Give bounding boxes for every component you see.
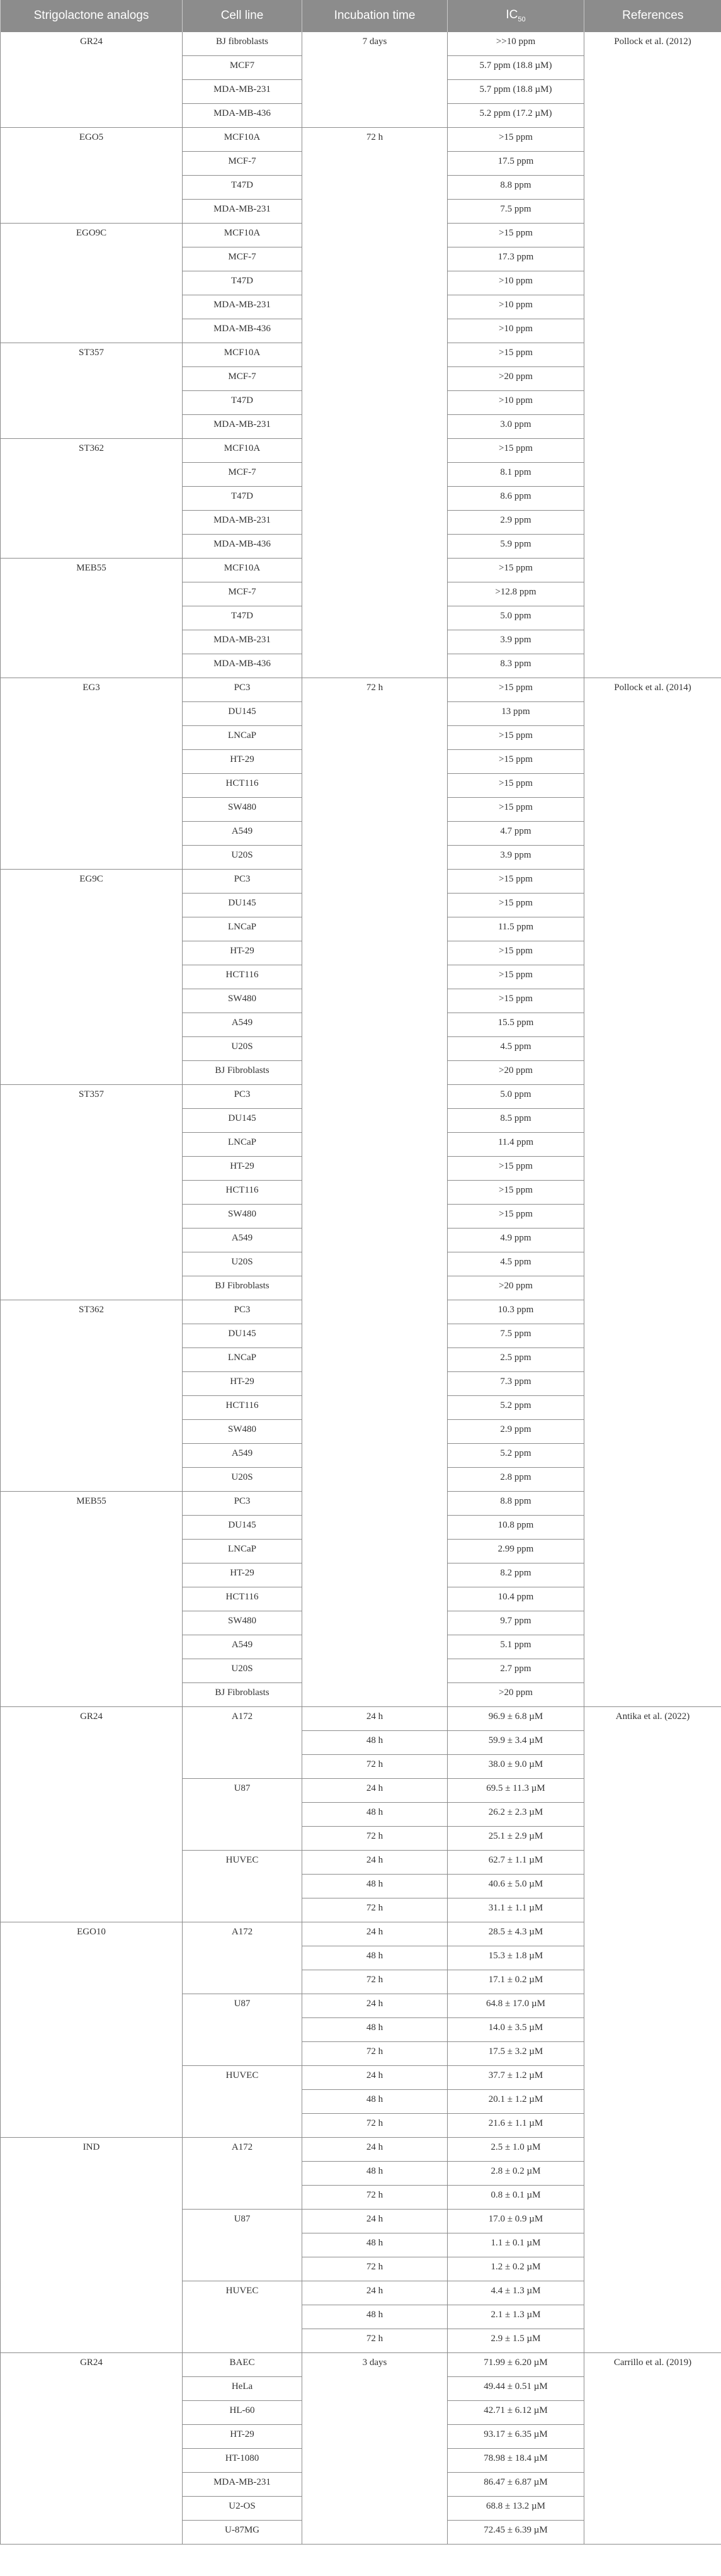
ic50-cell: 11.5 ppm [448, 917, 584, 941]
incubation-cell: 72 h [302, 1970, 448, 1994]
cell-line-cell: A549 [183, 822, 302, 846]
ic50-cell: 8.5 ppm [448, 1109, 584, 1133]
analog-cell: MEB55 [1, 1492, 183, 1707]
analog-cell: GR24 [1, 2353, 183, 2545]
incubation-cell: 72 h [302, 2042, 448, 2066]
cell-line-cell: U20S [183, 846, 302, 870]
cell-line-cell: HeLa [183, 2377, 302, 2401]
incubation-cell: 48 h [302, 1803, 448, 1827]
cell-line-cell: HT-1080 [183, 2449, 302, 2473]
cell-line-cell: U2-OS [183, 2497, 302, 2521]
ic50-cell: 13 ppm [448, 702, 584, 726]
ic50-cell: 4.5 ppm [448, 1037, 584, 1061]
cell-line-cell: U87 [183, 2210, 302, 2281]
cell-line-cell: HCT116 [183, 1396, 302, 1420]
ic50-cell: >15 ppm [448, 343, 584, 367]
ic50-cell: 8.2 ppm [448, 1563, 584, 1587]
cell-line-cell: DU145 [183, 702, 302, 726]
ic50-cell: 93.17 ± 6.35 µM [448, 2425, 584, 2449]
analog-cell: GR24 [1, 32, 183, 128]
ic50-cell: 5.2 ppm (17.2 µM) [448, 104, 584, 128]
ic50-cell: 5.7 ppm (18.8 µM) [448, 56, 584, 80]
ic50-cell: >10 ppm [448, 319, 584, 343]
cell-line-cell: U87 [183, 1994, 302, 2066]
ic50-cell: 1.1 ± 0.1 µM [448, 2233, 584, 2257]
ic50-cell: 2.9 ppm [448, 1420, 584, 1444]
cell-line-cell: MDA-MB-231 [183, 415, 302, 439]
cell-line-cell: U20S [183, 1468, 302, 1492]
header-incubation: Incubation time [302, 0, 448, 32]
ic50-cell: 5.2 ppm [448, 1444, 584, 1468]
cell-line-cell: T47D [183, 271, 302, 295]
cell-line-cell: MDA-MB-436 [183, 104, 302, 128]
ic50-cell: 7.5 ppm [448, 1324, 584, 1348]
cell-line-cell: SW480 [183, 1205, 302, 1228]
incubation-cell: 48 h [302, 1731, 448, 1755]
ic50-cell: 31.1 ± 1.1 µM [448, 1898, 584, 1922]
ic50-cell: 17.1 ± 0.2 µM [448, 1970, 584, 1994]
cell-line-cell: BJ Fibroblasts [183, 1683, 302, 1707]
analog-cell: EG3 [1, 678, 183, 870]
cell-line-cell: MDA-MB-231 [183, 200, 302, 224]
ic50-cell: 69.5 ± 11.3 µM [448, 1779, 584, 1803]
incubation-cell: 72 h [302, 2186, 448, 2210]
reference-cell: Pollock et al. (2012) [584, 32, 721, 678]
incubation-cell: 72 h [302, 678, 448, 1707]
ic50-cell: 38.0 ± 9.0 µM [448, 1755, 584, 1779]
cell-line-cell: T47D [183, 487, 302, 511]
ic50-cell: >10 ppm [448, 391, 584, 415]
ic50-cell: 8.1 ppm [448, 463, 584, 487]
cell-line-cell: A549 [183, 1013, 302, 1037]
incubation-cell: 24 h [302, 2281, 448, 2305]
incubation-cell: 3 days [302, 2353, 448, 2545]
ic50-cell: 2.9 ± 1.5 µM [448, 2329, 584, 2353]
ic50-cell: >>10 ppm [448, 32, 584, 56]
cell-line-cell: BAEC [183, 2353, 302, 2377]
cell-line-cell: U87 [183, 1779, 302, 1851]
ic50-cell: 15.5 ppm [448, 1013, 584, 1037]
ic50-cell: 62.7 ± 1.1 µM [448, 1851, 584, 1875]
header-references: References [584, 0, 721, 32]
incubation-cell: 24 h [302, 1994, 448, 2018]
incubation-cell: 72 h [302, 128, 448, 678]
cell-line-cell: MCF-7 [183, 582, 302, 606]
reference-cell: Pollock et al. (2014) [584, 678, 721, 1707]
ic50-cell: 72.45 ± 6.39 µM [448, 2521, 584, 2545]
cell-line-cell: LNCaP [183, 1348, 302, 1372]
cell-line-cell: T47D [183, 606, 302, 630]
incubation-cell: 24 h [302, 2210, 448, 2233]
cell-line-cell: MCF-7 [183, 463, 302, 487]
incubation-cell: 48 h [302, 2233, 448, 2257]
cell-line-cell: LNCaP [183, 917, 302, 941]
cell-line-cell: PC3 [183, 1300, 302, 1324]
cell-line-cell: A549 [183, 1444, 302, 1468]
cell-line-cell: MCF10A [183, 439, 302, 463]
cell-line-cell: HCT116 [183, 965, 302, 989]
table-row [1, 1707, 721, 1731]
ic50-cell: >15 ppm [448, 678, 584, 702]
analog-cell: ST362 [1, 439, 183, 559]
cell-line-cell: SW480 [183, 1420, 302, 1444]
ic50-cell: 8.8 ppm [448, 176, 584, 200]
ic50-cell: >15 ppm [448, 894, 584, 917]
cell-line-cell: HCT116 [183, 1181, 302, 1205]
incubation-cell: 24 h [302, 1851, 448, 1875]
cell-line-cell: SW480 [183, 989, 302, 1013]
ic50-cell: 17.5 ± 3.2 µM [448, 2042, 584, 2066]
ic50-cell: 4.7 ppm [448, 822, 584, 846]
incubation-cell: 72 h [302, 1898, 448, 1922]
cell-line-cell: HUVEC [183, 1851, 302, 1922]
cell-line-cell: MCF7 [183, 56, 302, 80]
ic50-cell: 15.3 ± 1.8 µM [448, 1946, 584, 1970]
cell-line-cell: MDA-MB-231 [183, 80, 302, 104]
ic50-cell: >15 ppm [448, 750, 584, 774]
analog-cell: IND [1, 2138, 183, 2353]
cell-line-cell: LNCaP [183, 1133, 302, 1157]
cell-line-cell: MDA-MB-231 [183, 295, 302, 319]
incubation-cell: 72 h [302, 1755, 448, 1779]
ic50-cell: 5.7 ppm (18.8 µM) [448, 80, 584, 104]
ic50-cell: 5.1 ppm [448, 1635, 584, 1659]
ic50-cell: >20 ppm [448, 1061, 584, 1085]
ic50-cell: 26.2 ± 2.3 µM [448, 1803, 584, 1827]
cell-line-cell: U20S [183, 1037, 302, 1061]
cell-line-cell: U20S [183, 1252, 302, 1276]
table-body [1, 32, 721, 2545]
cell-line-cell: HT-29 [183, 1157, 302, 1181]
cell-line-cell: DU145 [183, 1324, 302, 1348]
cell-line-cell: MDA-MB-436 [183, 654, 302, 678]
incubation-cell: 24 h [302, 2138, 448, 2162]
incubation-cell: 24 h [302, 1779, 448, 1803]
ic50-cell: 5.2 ppm [448, 1396, 584, 1420]
cell-line-cell: HCT116 [183, 774, 302, 798]
ic50-cell: 0.8 ± 0.1 µM [448, 2186, 584, 2210]
cell-line-cell: LNCaP [183, 1540, 302, 1563]
cell-line-cell: MDA-MB-231 [183, 2473, 302, 2497]
cell-line-cell: HT-29 [183, 2425, 302, 2449]
ic50-cell: 20.1 ± 1.2 µM [448, 2090, 584, 2114]
table-row [1, 32, 721, 56]
cell-line-cell: HT-29 [183, 1372, 302, 1396]
ic50-cell: 2.5 ± 1.0 µM [448, 2138, 584, 2162]
incubation-cell: 72 h [302, 1827, 448, 1851]
ic50-cell: 17.0 ± 0.9 µM [448, 2210, 584, 2233]
incubation-cell: 72 h [302, 2114, 448, 2138]
cell-line-cell: DU145 [183, 894, 302, 917]
ic50-cell: 2.1 ± 1.3 µM [448, 2305, 584, 2329]
ic50-cell: >15 ppm [448, 559, 584, 582]
cell-line-cell: HUVEC [183, 2281, 302, 2353]
cell-line-cell: HT-29 [183, 750, 302, 774]
incubation-cell: 24 h [302, 1922, 448, 1946]
ic50-cell: 49.44 ± 0.51 µM [448, 2377, 584, 2401]
ic50-cell: 7.5 ppm [448, 200, 584, 224]
cell-line-cell: MCF10A [183, 128, 302, 152]
reference-cell: Carrillo et al. (2019) [584, 2353, 721, 2545]
ic50-cell: >15 ppm [448, 128, 584, 152]
reference-cell: Antika et al. (2022) [584, 1707, 721, 2353]
table-row [1, 2353, 721, 2377]
cell-line-cell: MDA-MB-436 [183, 535, 302, 559]
ic50-cell: >20 ppm [448, 1683, 584, 1707]
analog-cell: ST357 [1, 343, 183, 439]
cell-line-cell: MCF10A [183, 343, 302, 367]
cell-line-cell: MCF-7 [183, 367, 302, 391]
ic50-cell: 14.0 ± 3.5 µM [448, 2018, 584, 2042]
ic50-cell: 28.5 ± 4.3 µM [448, 1922, 584, 1946]
incubation-cell: 48 h [302, 1946, 448, 1970]
ic50-cell: >15 ppm [448, 941, 584, 965]
ic50-cell: >20 ppm [448, 1276, 584, 1300]
ic50-cell: 71.99 ± 6.20 µM [448, 2353, 584, 2377]
ic50-cell: >15 ppm [448, 774, 584, 798]
ic50-cell: 40.6 ± 5.0 µM [448, 1875, 584, 1898]
cell-line-cell: SW480 [183, 798, 302, 822]
ic50-cell: 5.9 ppm [448, 535, 584, 559]
ic50-cell: 8.8 ppm [448, 1492, 584, 1516]
cell-line-cell: T47D [183, 176, 302, 200]
cell-line-cell: HT-29 [183, 941, 302, 965]
ic50-cell: 10.4 ppm [448, 1587, 584, 1611]
incubation-cell: 48 h [302, 2162, 448, 2186]
ic50-cell: >15 ppm [448, 439, 584, 463]
ic50-cell: 25.1 ± 2.9 µM [448, 1827, 584, 1851]
cell-line-cell: HT-29 [183, 1563, 302, 1587]
ic50-cell: >15 ppm [448, 1181, 584, 1205]
cell-line-cell: A172 [183, 2138, 302, 2210]
cell-line-cell: A172 [183, 1707, 302, 1779]
ic50-cell: >20 ppm [448, 367, 584, 391]
cell-line-cell: MCF-7 [183, 152, 302, 176]
ic50-cell: 9.7 ppm [448, 1611, 584, 1635]
header-row [1, 0, 721, 32]
incubation-cell: 7 days [302, 32, 448, 128]
cell-line-cell: T47D [183, 391, 302, 415]
ic50-cell: >15 ppm [448, 1157, 584, 1181]
ic50-cell: 4.5 ppm [448, 1252, 584, 1276]
cell-line-cell: BJ Fibroblasts [183, 1276, 302, 1300]
cell-line-cell: DU145 [183, 1109, 302, 1133]
analog-cell: EG9C [1, 870, 183, 1085]
incubation-cell: 72 h [302, 2257, 448, 2281]
header-cell-line: Cell line [183, 0, 302, 32]
cell-line-cell: MCF10A [183, 224, 302, 247]
ic50-cell: 17.5 ppm [448, 152, 584, 176]
ic50-cell: >10 ppm [448, 295, 584, 319]
incubation-cell: 48 h [302, 2305, 448, 2329]
ic50-cell: 8.6 ppm [448, 487, 584, 511]
cell-line-cell: A172 [183, 1922, 302, 1994]
cell-line-cell: MCF10A [183, 559, 302, 582]
cell-line-cell: A549 [183, 1635, 302, 1659]
ic50-cell: >15 ppm [448, 1205, 584, 1228]
ic50-cell: 17.3 ppm [448, 247, 584, 271]
incubation-cell: 24 h [302, 2066, 448, 2090]
ic50-cell: 5.0 ppm [448, 1085, 584, 1109]
ic50-cell: 64.8 ± 17.0 µM [448, 1994, 584, 2018]
cell-line-cell: PC3 [183, 678, 302, 702]
ic50-cell: 59.9 ± 3.4 µM [448, 1731, 584, 1755]
analog-cell: ST362 [1, 1300, 183, 1492]
ic50-cell: 21.6 ± 1.1 µM [448, 2114, 584, 2138]
incubation-cell: 48 h [302, 2018, 448, 2042]
cell-line-cell: DU145 [183, 1516, 302, 1540]
cell-line-cell: PC3 [183, 1492, 302, 1516]
ic50-cell: 86.47 ± 6.87 µM [448, 2473, 584, 2497]
ic50-cell: 2.7 ppm [448, 1659, 584, 1683]
analog-cell: MEB55 [1, 559, 183, 678]
cell-line-cell: MDA-MB-231 [183, 511, 302, 535]
cell-line-cell: HUVEC [183, 2066, 302, 2138]
cell-line-cell: U20S [183, 1659, 302, 1683]
ic50-cell: 11.4 ppm [448, 1133, 584, 1157]
ic50-cell: >15 ppm [448, 726, 584, 750]
ic50-cell: >15 ppm [448, 989, 584, 1013]
cell-line-cell: MDA-MB-231 [183, 630, 302, 654]
ic50-cell: 68.8 ± 13.2 µM [448, 2497, 584, 2521]
ic50-cell: 2.5 ppm [448, 1348, 584, 1372]
ic50-cell: 1.2 ± 0.2 µM [448, 2257, 584, 2281]
ic50-cell: >10 ppm [448, 271, 584, 295]
cell-line-cell: A549 [183, 1228, 302, 1252]
cell-line-cell: HL-60 [183, 2401, 302, 2425]
cell-line-cell: MDA-MB-436 [183, 319, 302, 343]
ic50-cell: >12.8 ppm [448, 582, 584, 606]
analog-cell: EGO5 [1, 128, 183, 224]
header-analogs: Strigolactone analogs [1, 0, 183, 32]
incubation-cell: 48 h [302, 2090, 448, 2114]
incubation-cell: 72 h [302, 2329, 448, 2353]
ic50-cell: 8.3 ppm [448, 654, 584, 678]
ic50-cell: >15 ppm [448, 224, 584, 247]
analog-cell: ST357 [1, 1085, 183, 1300]
analog-cell: EGO9C [1, 224, 183, 343]
ic50-cell: 96.9 ± 6.8 µM [448, 1707, 584, 1731]
ic50-cell: 2.99 ppm [448, 1540, 584, 1563]
cell-line-cell: SW480 [183, 1611, 302, 1635]
cell-line-cell: MCF-7 [183, 247, 302, 271]
ic50-cell: 2.8 ± 0.2 µM [448, 2162, 584, 2186]
analog-cell: EGO10 [1, 1922, 183, 2138]
ic50-cell: 7.3 ppm [448, 1372, 584, 1396]
ic50-cell: 3.0 ppm [448, 415, 584, 439]
cell-line-cell: HCT116 [183, 1587, 302, 1611]
ic50-cell: >15 ppm [448, 870, 584, 894]
ic50-cell: 2.9 ppm [448, 511, 584, 535]
ic50-cell: 3.9 ppm [448, 630, 584, 654]
ic50-cell: 10.8 ppm [448, 1516, 584, 1540]
ic50-cell: 42.71 ± 6.12 µM [448, 2401, 584, 2425]
cell-line-cell: U-87MG [183, 2521, 302, 2545]
cell-line-cell: BJ Fibroblasts [183, 1061, 302, 1085]
cell-line-cell: BJ fibroblasts [183, 32, 302, 56]
header-ic50: $IC_{50}$ [448, 0, 584, 32]
incubation-cell: 48 h [302, 1875, 448, 1898]
ic50-cell: 4.4 ± 1.3 µM [448, 2281, 584, 2305]
ic50-cell: 4.9 ppm [448, 1228, 584, 1252]
table-row [1, 678, 721, 702]
cell-line-cell: LNCaP [183, 726, 302, 750]
ic50-cell: 10.3 ppm [448, 1300, 584, 1324]
ic50-cell: 2.8 ppm [448, 1468, 584, 1492]
ic50-cell: >15 ppm [448, 798, 584, 822]
ic50-cell: 37.7 ± 1.2 µM [448, 2066, 584, 2090]
incubation-cell: 24 h [302, 1707, 448, 1731]
cell-line-cell: PC3 [183, 870, 302, 894]
analog-cell: GR24 [1, 1707, 183, 1922]
cell-line-cell: PC3 [183, 1085, 302, 1109]
ic50-cell: 3.9 ppm [448, 846, 584, 870]
ic50-cell: 78.98 ± 18.4 µM [448, 2449, 584, 2473]
ic50-cell: 5.0 ppm [448, 606, 584, 630]
ic50-cell: >15 ppm [448, 965, 584, 989]
